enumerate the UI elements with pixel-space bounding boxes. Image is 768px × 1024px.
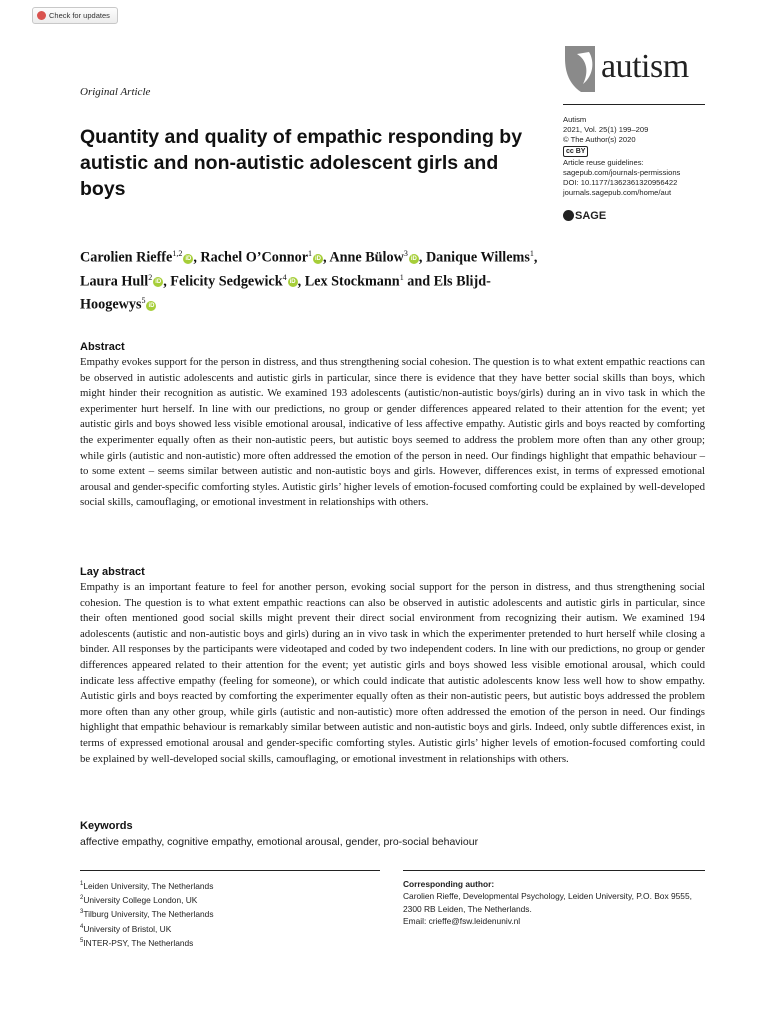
footnote-rule-right bbox=[403, 870, 705, 871]
reuse-label: Article reuse guidelines: bbox=[563, 158, 644, 167]
corresponding-author bbox=[403, 878, 705, 928]
sage-icon bbox=[563, 210, 574, 221]
journal-issue: 2021, Vol. 25(1) 199–209 bbox=[563, 125, 649, 134]
journal-logo-text: autism bbox=[601, 48, 689, 85]
journal-metadata bbox=[563, 115, 713, 198]
orcid-icon[interactable]: iD bbox=[315, 255, 322, 262]
doi-link[interactable]: DOI: 10.1177/1362361320956422 bbox=[563, 178, 678, 187]
author-separator: , bbox=[418, 249, 426, 266]
author-separator: , bbox=[163, 273, 171, 290]
lay-abstract-text: Empathy is an important feature to feel for another person, evoking social support for the person in distress, and thus strengthening social cohesion. The question is to what extent empathic reactions can also be observed in autistic adolescents and autistic girls in particular, since their often mentioned good social skills might prevent their direct social environment from recognizing their autism. We examined 194 adolescents (autistic and non-autistic boys and girls) during an in vivo task in which the experimenter pretended to hurt herself while closing a binder. All responses by the participants were videotaped and coded by two independent coders. In line with our predictions, no group or gender differences appeared related to their attention for the event; yet autistic girls and boys showed less visible emotional arousal, which could indicate less affective empathy (feeling for someone), or which could indicate that autistic adolescents know less well how to show empathy. Autistic girls and boys reacted by comforting the experimenter equally often as their non-autistic peers, but autistic boys addressed the problem more often than any other group, while girls (autistic and non-autistic) more often addressed the emotion of the person in need. Our findings highlight that empathic behaviour is remarkably similar between autistic and non-autistic boys and girls. Indeed, only subtle differences exist, in terms of expressed emotional arousal and gender-specific comforting styles. Autistic girls’ higher levels of emotion-focused comforting could be explained by well-developed social skills, camouflaging, or emotional investment in relationships with others. bbox=[80, 581, 705, 765]
corresponding-email[interactable]: Email: crieffe@fsw.leidenuniv.nl bbox=[403, 916, 521, 927]
article-title: Quantity and quality of empathic responding by autistic and non-autistic adolescent girls and boys bbox=[80, 126, 523, 200]
update-icon bbox=[37, 11, 46, 20]
author-affiliation-sup: 5 bbox=[141, 296, 146, 306]
abstract-heading: Abstract bbox=[80, 341, 125, 353]
lay-abstract-heading: Lay abstract bbox=[80, 566, 145, 578]
author-separator: , bbox=[533, 249, 538, 266]
cc-license-badge[interactable]: cc BY bbox=[563, 146, 588, 157]
author-name[interactable]: Laura Hull bbox=[80, 273, 149, 290]
author-separator: , bbox=[193, 249, 201, 266]
keywords-text: affective empathy, cognitive empathy, emotional arousal, gender, pro-social behaviour bbox=[80, 836, 479, 848]
orcid-icon[interactable]: iD bbox=[148, 303, 155, 310]
article-type: Original Article bbox=[80, 86, 151, 98]
publisher-logo bbox=[563, 210, 606, 222]
journal-rule bbox=[563, 104, 705, 105]
publisher-name: SAGE bbox=[575, 210, 607, 222]
author-list bbox=[80, 244, 550, 315]
affiliation-number: 3 bbox=[80, 909, 84, 916]
affiliation-item bbox=[80, 906, 380, 920]
author-affiliation-sup: 2 bbox=[148, 272, 153, 282]
author-name[interactable]: Carolien Rieffe bbox=[80, 249, 173, 266]
author-affiliation-sup: 1,2 bbox=[172, 249, 183, 258]
author-name[interactable]: Danique Willems bbox=[425, 249, 530, 266]
abstract-text: Empathy evokes support for the person in distress, and thus strengthening social cohesion. The question is to what extent empathic reactions can be observed in autistic adolescents and autistic girls in particular, since there is evidence that they have better social skills than boys, which might hinder their recognition as autistic. We examined 193 adolescents (autistic/non-autistic boys/girls) during an in vivo task in which the experimenter hurt herself. In line with our predictions, no group or gender differences appeared related to their attention for the event; yet autistic girls and boys showed less visible emotional arousal, indicative of less affective empathy. Autistic girls and boys reacted by comforting the experimenter equally often as their non-autistic peers, but autistic boys seemed to address the problem more often than any other group; while girls (autistic and non-autistic) more often addressed the emotion of the person in need. Our findings highlight that empathic behaviour – to some extent – seems similar between autistic and non-autistic boys and girls. However, differences exist, in terms of expressed emotional arousal and gender-specific comforting styles. Autistic girls’ higher levels of emotion-focused comforting could be explained by well-developed social skills, camouflaging, or emotional investment in relationships with others. bbox=[80, 356, 705, 509]
affiliation-item bbox=[80, 935, 380, 949]
author-affiliation-sup: 1 bbox=[399, 272, 404, 282]
journal-logo bbox=[563, 44, 705, 94]
affiliation-text: Leiden University, The Netherlands bbox=[83, 880, 214, 891]
author-affiliation-sup: 1 bbox=[529, 249, 534, 258]
author-name[interactable]: Rachel O’Connor bbox=[200, 249, 309, 266]
author-name[interactable]: Anne Bülow bbox=[329, 249, 404, 266]
corresponding-heading: Corresponding author: bbox=[403, 879, 495, 889]
affiliation-item bbox=[80, 892, 380, 906]
affiliation-text: University of Bristol, UK bbox=[83, 923, 172, 934]
author-affiliation-sup: 4 bbox=[282, 272, 287, 282]
affiliation-number: 2 bbox=[80, 895, 84, 902]
orcid-icon[interactable]: iD bbox=[185, 255, 192, 262]
footnote-rule-left bbox=[80, 870, 380, 871]
author-affiliation-sup: 3 bbox=[403, 249, 408, 258]
author-separator: , bbox=[323, 249, 330, 266]
affiliation-list bbox=[80, 878, 380, 949]
author-name[interactable]: Felicity Sedgewick bbox=[170, 273, 283, 290]
affiliation-number: 4 bbox=[80, 923, 84, 930]
journal-logo-mark-icon bbox=[563, 44, 603, 94]
reuse-link[interactable]: sagepub.com/journals-permissions bbox=[563, 168, 681, 177]
affiliation-text: University College London, UK bbox=[83, 895, 198, 905]
affiliation-item bbox=[80, 878, 380, 892]
orcid-icon[interactable]: iD bbox=[289, 279, 296, 286]
author-affiliation-sup: 1 bbox=[308, 249, 313, 258]
affiliation-text: INTER-PSY, The Netherlands bbox=[83, 937, 194, 948]
journal-copyright: © The Author(s) 2020 bbox=[563, 135, 636, 144]
author-separator: , bbox=[297, 273, 305, 290]
check-for-updates-badge[interactable] bbox=[32, 7, 118, 24]
journal-home-link[interactable]: journals.sagepub.com/home/aut bbox=[563, 188, 672, 197]
check-for-updates-label: Check for updates bbox=[49, 11, 110, 20]
orcid-icon[interactable]: iD bbox=[155, 279, 162, 286]
affiliation-text: Tilburg University, The Netherlands bbox=[83, 909, 214, 920]
affiliation-item bbox=[80, 921, 380, 935]
author-name[interactable]: Lex Stockmann bbox=[304, 273, 400, 290]
journal-name: Autism bbox=[563, 115, 587, 124]
keywords-heading: Keywords bbox=[80, 820, 133, 832]
affiliation-number: 5 bbox=[80, 937, 84, 944]
orcid-icon[interactable]: iD bbox=[410, 255, 417, 262]
author-separator: and bbox=[403, 273, 434, 290]
affiliation-number: 1 bbox=[80, 881, 84, 887]
corresponding-address: Carolien Rieffe, Developmental Psychology, Leiden University, P.O. Box 9555, 2300 RB Leiden, The Netherlands. bbox=[403, 891, 692, 914]
author-name[interactable]: Els Blijd-Hoogewys bbox=[80, 273, 491, 314]
